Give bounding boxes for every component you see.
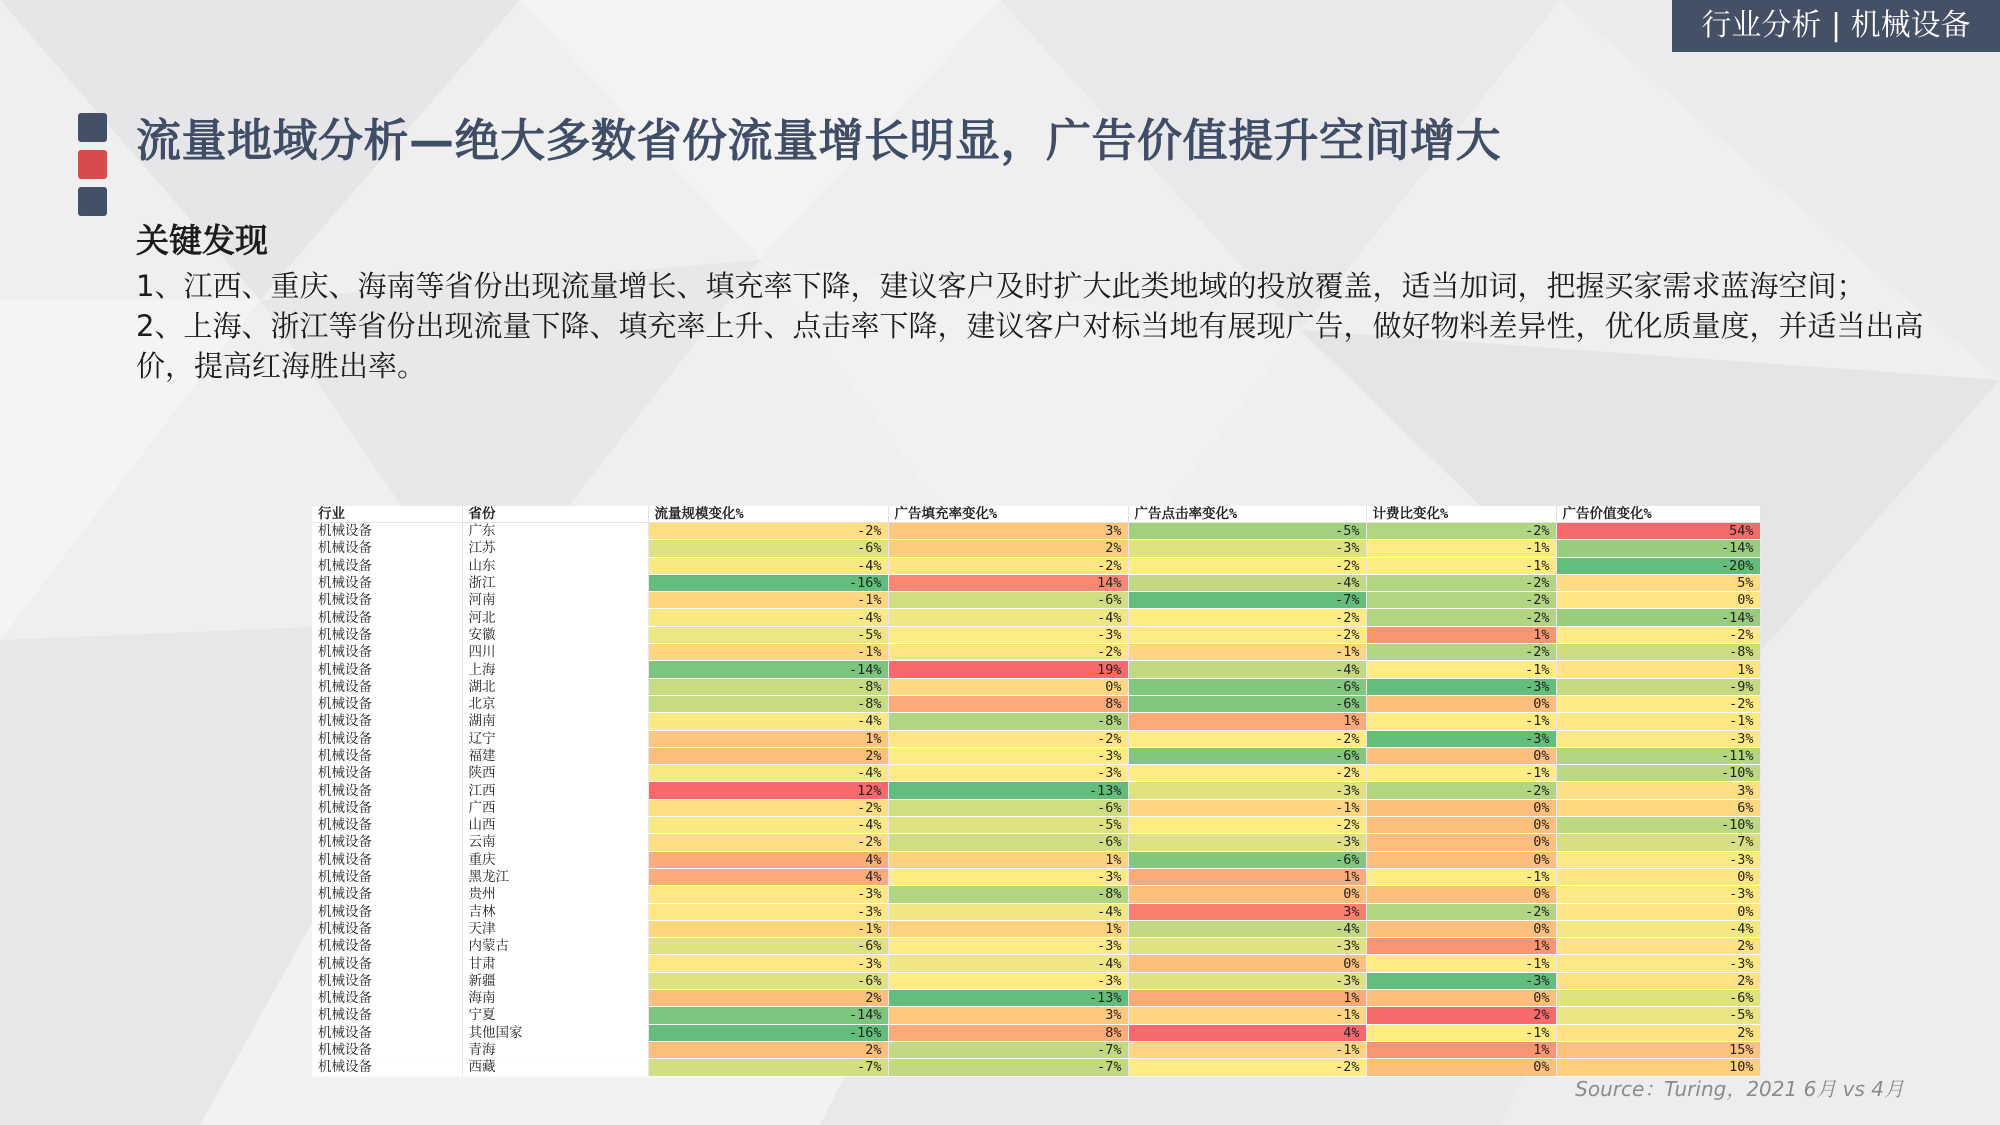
table-row — [312, 678, 1760, 695]
metric-cell: -5% — [648, 626, 888, 643]
metric-cell: -6% — [1128, 678, 1366, 695]
metric-cell: 0% — [1556, 868, 1760, 885]
metric-cell: -7% — [888, 1059, 1128, 1076]
metric-cell: -2% — [1366, 592, 1556, 609]
table-row — [312, 626, 1760, 643]
industry-cell: 机械设备 — [312, 540, 462, 557]
metric-cell: -3% — [1128, 540, 1366, 557]
province-cell: 宁夏 — [462, 1007, 648, 1024]
metric-cell: 0% — [1128, 955, 1366, 972]
province-cell: 黑龙江 — [462, 868, 648, 885]
metric-cell: -4% — [648, 557, 888, 574]
metric-cell: 0% — [1366, 1059, 1556, 1076]
table-row — [312, 817, 1760, 834]
table-body — [312, 523, 1760, 1077]
metric-cell: -6% — [1128, 851, 1366, 868]
metric-cell: 2% — [1556, 1024, 1760, 1041]
metric-cell: 0% — [1366, 851, 1556, 868]
metric-cell: 0% — [1366, 695, 1556, 712]
metric-cell: -2% — [648, 523, 888, 540]
page-title: 流量地域分析—绝大多数省份流量增长明显，广告价值提升空间增大 — [136, 114, 1502, 167]
metric-cell: -13% — [888, 990, 1128, 1007]
industry-cell: 机械设备 — [312, 817, 462, 834]
key-findings — [136, 215, 1926, 386]
metric-cell: -6% — [1128, 695, 1366, 712]
metric-cell: -10% — [1556, 765, 1760, 782]
table-row — [312, 661, 1760, 678]
metric-cell: -3% — [1556, 955, 1760, 972]
table-row — [312, 1041, 1760, 1058]
metric-cell: 1% — [1556, 661, 1760, 678]
metric-cell: -8% — [648, 678, 888, 695]
column-header: 计费比变化% — [1366, 506, 1556, 523]
metric-cell: -1% — [1366, 868, 1556, 885]
table-row — [312, 920, 1760, 937]
province-cell: 辽宁 — [462, 730, 648, 747]
metric-cell: 2% — [648, 1041, 888, 1058]
metric-cell: 14% — [888, 574, 1128, 591]
industry-cell: 机械设备 — [312, 886, 462, 903]
industry-cell: 机械设备 — [312, 1024, 462, 1041]
industry-cell: 机械设备 — [312, 851, 462, 868]
table-row — [312, 1059, 1760, 1076]
province-cell: 福建 — [462, 747, 648, 764]
table-row — [312, 972, 1760, 989]
industry-cell: 机械设备 — [312, 799, 462, 816]
metric-cell: -2% — [888, 644, 1128, 661]
metric-cell: -3% — [1366, 678, 1556, 695]
metric-cell: 8% — [888, 695, 1128, 712]
finding-2: 2、上海、浙江等省份出现流量下降、填充率上升、点击率下降，建议客户对标当地有展现广告，做好物料差异性，优化质量度，并适当出高价，提高红海胜出率。 — [136, 309, 1924, 383]
province-cell: 江苏 — [462, 540, 648, 557]
metric-cell: -3% — [648, 955, 888, 972]
metric-cell: -6% — [888, 592, 1128, 609]
metric-cell: -2% — [648, 799, 888, 816]
column-header: 流量规模变化% — [648, 506, 888, 523]
metric-cell: 3% — [1128, 903, 1366, 920]
metric-cell: 1% — [888, 851, 1128, 868]
province-cell: 江西 — [462, 782, 648, 799]
industry-cell: 机械设备 — [312, 523, 462, 540]
metric-cell: -4% — [648, 713, 888, 730]
data-table-container — [312, 506, 1760, 1076]
metric-cell: -2% — [1128, 1059, 1366, 1076]
metric-cell: -7% — [888, 1041, 1128, 1058]
metric-cell: -3% — [1128, 938, 1366, 955]
metric-cell: -3% — [1128, 834, 1366, 851]
metric-cell: 19% — [888, 661, 1128, 678]
metric-cell: 3% — [1556, 782, 1760, 799]
table-row — [312, 851, 1760, 868]
table-row — [312, 557, 1760, 574]
province-cell: 青海 — [462, 1041, 648, 1058]
metric-cell: 54% — [1556, 523, 1760, 540]
industry-cell: 机械设备 — [312, 609, 462, 626]
industry-cell: 机械设备 — [312, 834, 462, 851]
province-cell: 浙江 — [462, 574, 648, 591]
column-header: 省份 — [462, 506, 648, 523]
industry-cell: 机械设备 — [312, 938, 462, 955]
metric-cell: 0% — [1366, 747, 1556, 764]
metric-cell: 12% — [648, 782, 888, 799]
metric-cell: -7% — [1128, 592, 1366, 609]
metric-cell: -8% — [648, 695, 888, 712]
province-cell: 云南 — [462, 834, 648, 851]
metric-cell: 1% — [888, 920, 1128, 937]
metric-cell: 0% — [1556, 592, 1760, 609]
metric-cell: 8% — [888, 1024, 1128, 1041]
metric-cell: -2% — [1366, 609, 1556, 626]
province-cell: 其他国家 — [462, 1024, 648, 1041]
metric-cell: -4% — [648, 609, 888, 626]
findings-heading: 关键发现 — [136, 221, 268, 260]
industry-cell: 机械设备 — [312, 765, 462, 782]
industry-cell: 机械设备 — [312, 557, 462, 574]
table-row — [312, 713, 1760, 730]
province-cell: 四川 — [462, 644, 648, 661]
table-row — [312, 782, 1760, 799]
province-cell: 湖南 — [462, 713, 648, 730]
province-cell: 安徽 — [462, 626, 648, 643]
metric-cell: -4% — [888, 955, 1128, 972]
metric-cell: -4% — [1128, 661, 1366, 678]
industry-cell: 机械设备 — [312, 920, 462, 937]
metric-cell: -7% — [648, 1059, 888, 1076]
industry-cell: 机械设备 — [312, 661, 462, 678]
metric-cell: -10% — [1556, 817, 1760, 834]
column-header: 广告填充率变化% — [888, 506, 1128, 523]
province-cell: 西藏 — [462, 1059, 648, 1076]
metric-cell: 0% — [1366, 920, 1556, 937]
metric-cell: -1% — [648, 644, 888, 661]
metric-cell: 0% — [1556, 903, 1760, 920]
industry-cell: 机械设备 — [312, 574, 462, 591]
metric-cell: -8% — [888, 886, 1128, 903]
metric-cell: -4% — [888, 903, 1128, 920]
column-header: 广告点击率变化% — [1128, 506, 1366, 523]
metric-cell: -1% — [1128, 1041, 1366, 1058]
metric-cell: -2% — [1128, 557, 1366, 574]
title-decoration — [78, 113, 107, 224]
table-row — [312, 592, 1760, 609]
metric-cell: -6% — [648, 972, 888, 989]
metric-cell: -2% — [1128, 609, 1366, 626]
industry-cell: 机械设备 — [312, 626, 462, 643]
metric-cell: -2% — [1366, 574, 1556, 591]
source-note: Source：Turing，2021 6月 vs 4月 — [1575, 1077, 1904, 1101]
industry-cell: 机械设备 — [312, 1059, 462, 1076]
table-row — [312, 990, 1760, 1007]
table-header-row — [312, 506, 1760, 523]
metric-cell: -16% — [648, 574, 888, 591]
metric-cell: 15% — [1556, 1041, 1760, 1058]
industry-cell: 机械设备 — [312, 695, 462, 712]
province-cell: 内蒙古 — [462, 938, 648, 955]
table-row — [312, 886, 1760, 903]
metric-cell: -4% — [1556, 920, 1760, 937]
metric-cell: 6% — [1556, 799, 1760, 816]
metric-cell: 1% — [1128, 713, 1366, 730]
metric-cell: -4% — [1128, 574, 1366, 591]
metric-cell: 10% — [1556, 1059, 1760, 1076]
metric-cell: -14% — [1556, 609, 1760, 626]
metric-cell: 4% — [1128, 1024, 1366, 1041]
section-tag: 行业分析 | 机械设备 — [1672, 0, 2000, 52]
metric-cell: 1% — [1128, 868, 1366, 885]
metric-cell: 0% — [1366, 990, 1556, 1007]
province-cell: 北京 — [462, 695, 648, 712]
metric-cell: 1% — [1366, 938, 1556, 955]
metric-cell: -1% — [1366, 540, 1556, 557]
metric-cell: -2% — [1128, 817, 1366, 834]
finding-1: 1、江西、重庆、海南等省份出现流量增长、填充率下降，建议客户及时扩大此类地域的投放覆盖，适当加词，把握买家需求蓝海空间； — [136, 269, 1866, 303]
province-cell: 甘肃 — [462, 955, 648, 972]
metric-cell: -7% — [1556, 834, 1760, 851]
metric-cell: 0% — [1366, 834, 1556, 851]
metric-cell: -1% — [1128, 1007, 1366, 1024]
metric-cell: -1% — [1556, 713, 1760, 730]
metric-cell: -1% — [648, 592, 888, 609]
table-row — [312, 1007, 1760, 1024]
metric-cell: -2% — [1366, 523, 1556, 540]
metric-cell: -1% — [1366, 557, 1556, 574]
industry-cell: 机械设备 — [312, 592, 462, 609]
metric-cell: 4% — [648, 851, 888, 868]
province-cell: 吉林 — [462, 903, 648, 920]
industry-cell: 机械设备 — [312, 782, 462, 799]
metric-cell: -2% — [1556, 626, 1760, 643]
metric-cell: -8% — [888, 713, 1128, 730]
metric-cell: -1% — [648, 920, 888, 937]
metric-cell: -2% — [648, 834, 888, 851]
table-row — [312, 540, 1760, 557]
square-icon — [78, 113, 107, 142]
metric-cell: -13% — [888, 782, 1128, 799]
metric-cell: -3% — [888, 938, 1128, 955]
metric-cell: -1% — [1366, 1024, 1556, 1041]
metric-cell: -4% — [888, 609, 1128, 626]
metric-cell: -6% — [888, 799, 1128, 816]
metric-cell: -3% — [1366, 730, 1556, 747]
table-row — [312, 903, 1760, 920]
industry-cell: 机械设备 — [312, 1041, 462, 1058]
table-row — [312, 747, 1760, 764]
metric-cell: -14% — [1556, 540, 1760, 557]
province-cell: 新疆 — [462, 972, 648, 989]
metric-cell: 2% — [1556, 938, 1760, 955]
metric-cell: -1% — [1128, 644, 1366, 661]
metric-cell: 0% — [1128, 886, 1366, 903]
table-row — [312, 574, 1760, 591]
metric-cell: 2% — [1366, 1007, 1556, 1024]
industry-cell: 机械设备 — [312, 955, 462, 972]
industry-cell: 机械设备 — [312, 1007, 462, 1024]
province-cell: 重庆 — [462, 851, 648, 868]
industry-cell: 机械设备 — [312, 678, 462, 695]
metric-cell: 0% — [1366, 886, 1556, 903]
metric-cell: -11% — [1556, 747, 1760, 764]
square-icon — [78, 187, 107, 216]
metric-cell: -2% — [1366, 644, 1556, 661]
table-row — [312, 730, 1760, 747]
metric-cell: -3% — [1556, 886, 1760, 903]
metric-cell: -1% — [1128, 799, 1366, 816]
table-row — [312, 799, 1760, 816]
metric-cell: -6% — [888, 834, 1128, 851]
metric-cell: -3% — [648, 886, 888, 903]
metric-cell: 1% — [648, 730, 888, 747]
province-cell: 山西 — [462, 817, 648, 834]
metric-cell: -3% — [1128, 972, 1366, 989]
metric-cell: -3% — [1556, 851, 1760, 868]
province-cell: 陕西 — [462, 765, 648, 782]
industry-cell: 机械设备 — [312, 713, 462, 730]
metric-cell: -4% — [648, 765, 888, 782]
column-header: 广告价值变化% — [1556, 506, 1760, 523]
metric-cell: 0% — [888, 678, 1128, 695]
metric-cell: -2% — [1128, 730, 1366, 747]
metric-cell: -20% — [1556, 557, 1760, 574]
metric-cell: 0% — [1366, 817, 1556, 834]
metric-cell: -2% — [1366, 782, 1556, 799]
metric-cell: -2% — [888, 730, 1128, 747]
square-icon — [78, 150, 107, 179]
metric-cell: -3% — [888, 765, 1128, 782]
metric-cell: -5% — [1556, 1007, 1760, 1024]
industry-cell: 机械设备 — [312, 747, 462, 764]
table-row — [312, 523, 1760, 540]
table-row — [312, 644, 1760, 661]
province-cell: 山东 — [462, 557, 648, 574]
metric-cell: -6% — [648, 540, 888, 557]
metric-cell: -3% — [1128, 782, 1366, 799]
province-cell: 上海 — [462, 661, 648, 678]
industry-cell: 机械设备 — [312, 972, 462, 989]
metric-cell: -4% — [1128, 920, 1366, 937]
metric-cell: -5% — [1128, 523, 1366, 540]
metric-cell: -8% — [1556, 644, 1760, 661]
table-row — [312, 695, 1760, 712]
metric-cell: 2% — [648, 747, 888, 764]
industry-cell: 机械设备 — [312, 730, 462, 747]
metric-cell: -2% — [1366, 903, 1556, 920]
table-row — [312, 868, 1760, 885]
metric-cell: 2% — [1556, 972, 1760, 989]
column-header: 行业 — [312, 506, 462, 523]
metric-cell: -2% — [1556, 695, 1760, 712]
metric-cell: -1% — [1366, 661, 1556, 678]
metric-cell: 2% — [648, 990, 888, 1007]
metric-cell: -3% — [648, 903, 888, 920]
metric-cell: -6% — [648, 938, 888, 955]
industry-cell: 机械设备 — [312, 644, 462, 661]
province-cell: 广西 — [462, 799, 648, 816]
province-cell: 河南 — [462, 592, 648, 609]
metric-cell: -2% — [1128, 626, 1366, 643]
table-row — [312, 834, 1760, 851]
industry-cell: 机械设备 — [312, 903, 462, 920]
table-row — [312, 609, 1760, 626]
metric-cell: 2% — [888, 540, 1128, 557]
metric-cell: -1% — [1366, 955, 1556, 972]
metric-cell: 0% — [1366, 799, 1556, 816]
table-row — [312, 1024, 1760, 1041]
province-cell: 天津 — [462, 920, 648, 937]
metric-cell: -2% — [888, 557, 1128, 574]
metric-cell: -3% — [1556, 730, 1760, 747]
metric-cell: 1% — [1366, 1041, 1556, 1058]
metric-cell: -1% — [1366, 765, 1556, 782]
province-cell: 贵州 — [462, 886, 648, 903]
metric-cell: -3% — [888, 972, 1128, 989]
metric-cell: 4% — [648, 868, 888, 885]
metric-cell: -3% — [888, 747, 1128, 764]
province-cell: 海南 — [462, 990, 648, 1007]
metric-cell: -9% — [1556, 678, 1760, 695]
metric-cell: 3% — [888, 1007, 1128, 1024]
industry-cell: 机械设备 — [312, 990, 462, 1007]
metric-cell: 1% — [1366, 626, 1556, 643]
metric-cell: -16% — [648, 1024, 888, 1041]
metric-cell: -3% — [888, 868, 1128, 885]
province-cell: 湖北 — [462, 678, 648, 695]
province-cell: 河北 — [462, 609, 648, 626]
metric-cell: -14% — [648, 1007, 888, 1024]
metric-cell: 3% — [888, 523, 1128, 540]
metric-cell: -1% — [1366, 713, 1556, 730]
metric-cell: -3% — [1366, 972, 1556, 989]
table-row — [312, 955, 1760, 972]
metric-cell: -2% — [1128, 765, 1366, 782]
metric-cell: -14% — [648, 661, 888, 678]
industry-cell: 机械设备 — [312, 868, 462, 885]
metric-cell: -5% — [888, 817, 1128, 834]
province-cell: 广东 — [462, 523, 648, 540]
metric-cell: -6% — [1556, 990, 1760, 1007]
data-table — [312, 506, 1761, 1077]
table-row — [312, 938, 1760, 955]
metric-cell: -4% — [648, 817, 888, 834]
metric-cell: -6% — [1128, 747, 1366, 764]
table-row — [312, 765, 1760, 782]
metric-cell: -3% — [888, 626, 1128, 643]
metric-cell: 1% — [1128, 990, 1366, 1007]
metric-cell: 5% — [1556, 574, 1760, 591]
